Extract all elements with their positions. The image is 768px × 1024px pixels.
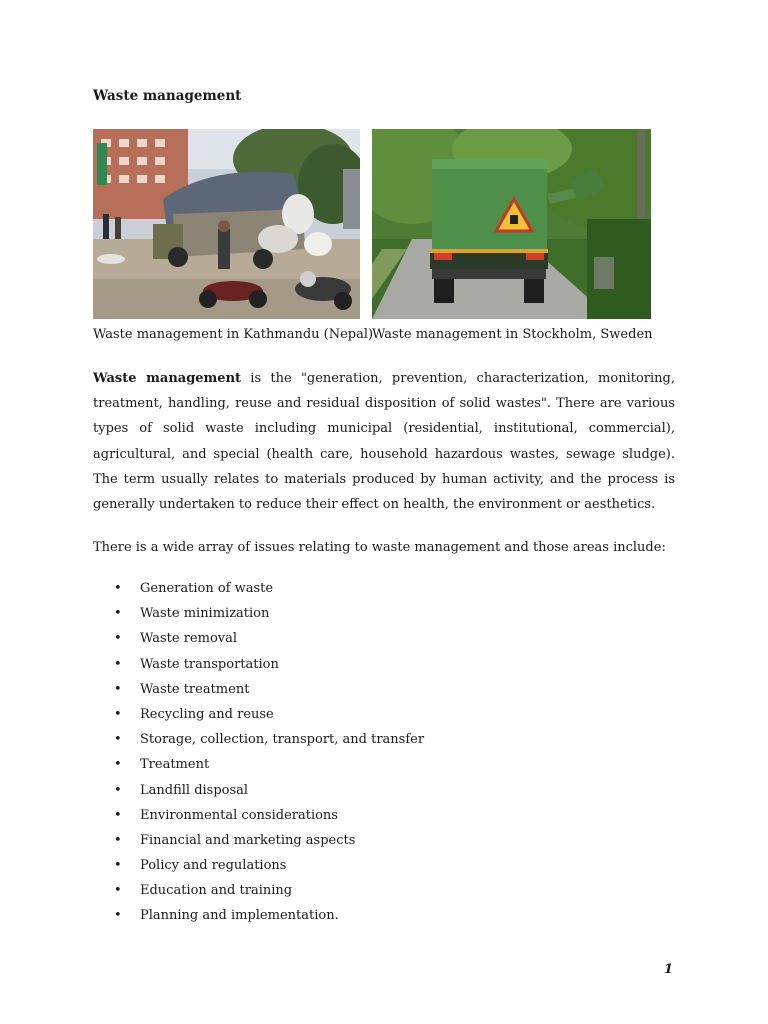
list-item-text: Storage, collection, transport, and transfer: [140, 732, 425, 748]
list-item-text: Financial and marketing aspects: [140, 832, 356, 848]
list-item-text: Waste removal: [140, 631, 238, 647]
stockholm-waste-photo: [372, 129, 651, 319]
bullet-icon: •: [114, 908, 122, 924]
bullet-icon: •: [114, 581, 122, 596]
kathmandu-photo-caption: Waste management in Kathmandu (Nepal): [93, 327, 374, 342]
bullet-icon: •: [114, 631, 122, 647]
bullet-icon: •: [114, 883, 122, 899]
list-item-text: Waste treatment: [140, 681, 250, 697]
list-item: [0, 601, 424, 626]
bullet-icon: •: [114, 606, 122, 622]
definition-paragraph: [93, 366, 675, 517]
list-item: [0, 626, 424, 651]
list-item: [0, 752, 424, 777]
list-item: [0, 903, 424, 928]
bullet-icon: •: [114, 656, 122, 672]
list-item: [0, 853, 424, 878]
stockholm-photo-caption: Waste management in Stockholm, Sweden: [372, 327, 653, 342]
list-item-text: Environmental considerations: [140, 807, 338, 823]
list-item: [0, 828, 424, 853]
bullet-icon: •: [114, 757, 122, 773]
page-number: 1: [663, 962, 673, 977]
list-item-text: Waste minimization: [140, 606, 270, 622]
list-item-text: Generation of waste: [140, 581, 274, 596]
bullet-icon: •: [114, 732, 122, 748]
list-item-text: Landfill disposal: [140, 782, 249, 798]
bullet-icon: •: [114, 706, 122, 722]
page-title: Waste management: [93, 88, 242, 104]
issues-list: [0, 576, 424, 929]
list-item: [0, 803, 424, 828]
list-item: [0, 778, 424, 803]
bullet-icon: •: [114, 681, 122, 697]
list-item-text: Waste transportation: [140, 656, 279, 672]
defined-term: Waste management: [93, 371, 242, 386]
list-item: [0, 878, 424, 903]
list-item: [0, 677, 424, 702]
bullet-icon: •: [114, 832, 122, 848]
list-item: [0, 727, 424, 752]
list-item: [0, 652, 424, 677]
definition-text: is the "generation, prevention, characterization, monitoring, treatment, handling, reuse and residual disposition of solid wastes". There are various types of solid waste including municipal (residential, institutional, commercial), agricultural, and special (health care, household hazardous wastes, sewage sludge). The term usually relates to materials produced by human activity, and the process is generally undertaken to reduce their effect on health, the environment or aesthetics.: [93, 371, 675, 513]
list-item-text: Recycling and reuse: [140, 706, 274, 722]
list-item-text: Treatment: [140, 757, 210, 773]
kathmandu-waste-photo: [93, 129, 360, 319]
list-item: [0, 702, 424, 727]
bullet-icon: •: [114, 807, 122, 823]
list-item-text: Planning and implementation.: [140, 908, 339, 924]
list-item-text: Education and training: [140, 883, 293, 899]
list-item-text: Policy and regulations: [140, 858, 287, 874]
list-item: [0, 576, 424, 601]
bullet-icon: •: [114, 858, 122, 874]
bullet-icon: •: [114, 782, 122, 798]
issues-intro-paragraph: There is a wide array of issues relating to waste management and those areas include:: [93, 540, 666, 555]
